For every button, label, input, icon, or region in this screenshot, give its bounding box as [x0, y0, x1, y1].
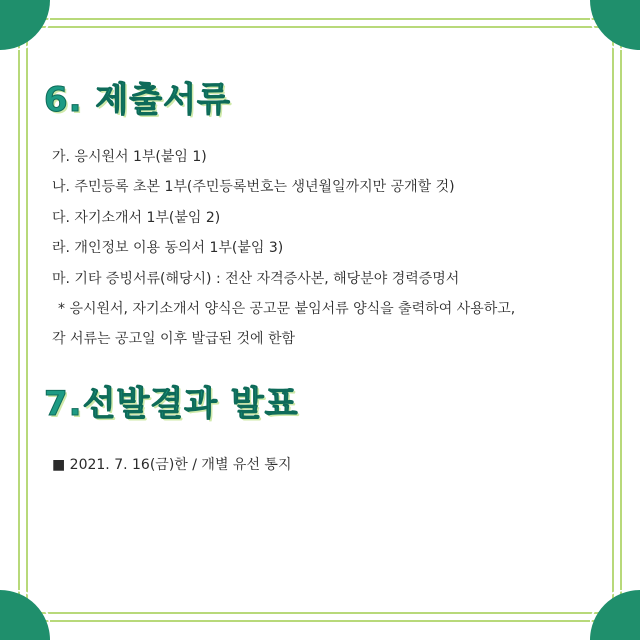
documents-note-continued: 각 서류는 공고일 이후 발급된 것에 한함 [52, 331, 296, 348]
documents-note: * 응시원서, 자기소개서 양식은 공고문 붙임서류 양식을 출력하여 사용하고, [58, 301, 516, 318]
corner-arc-icon [590, 0, 640, 50]
section-6-title: 6. 제출서류 [44, 80, 231, 120]
list-item: 마. 기타 증빙서류(해당시) : 전산 자격증사본, 해당분야 경력증명서 [52, 270, 460, 287]
list-item: 라. 개인정보 이용 동의서 1부(붙임 3) [52, 240, 284, 257]
section-7-title: 7.선발결과 발표 [44, 384, 299, 424]
result-announcement: ■ 2021. 7. 16(금)한 / 개별 유선 통지 [52, 457, 292, 473]
corner-ornament-top-left [0, 0, 50, 50]
corner-arc-icon [0, 0, 50, 50]
corner-arc-icon [0, 590, 50, 640]
corner-ornament-bottom-right [590, 590, 640, 640]
list-item: 나. 주민등록 초본 1부(주민등록번호는 생년월일까지만 공개할 것) [52, 179, 455, 196]
required-documents-list [52, 142, 612, 355]
corner-ornament-top-right [590, 0, 640, 50]
list-item: 가. 응시원서 1부(붙임 1) [52, 149, 207, 165]
list-item: 다. 자기소개서 1부(붙임 2) [52, 209, 221, 226]
corner-arc-icon [590, 590, 640, 640]
corner-ornament-bottom-left [0, 590, 50, 640]
